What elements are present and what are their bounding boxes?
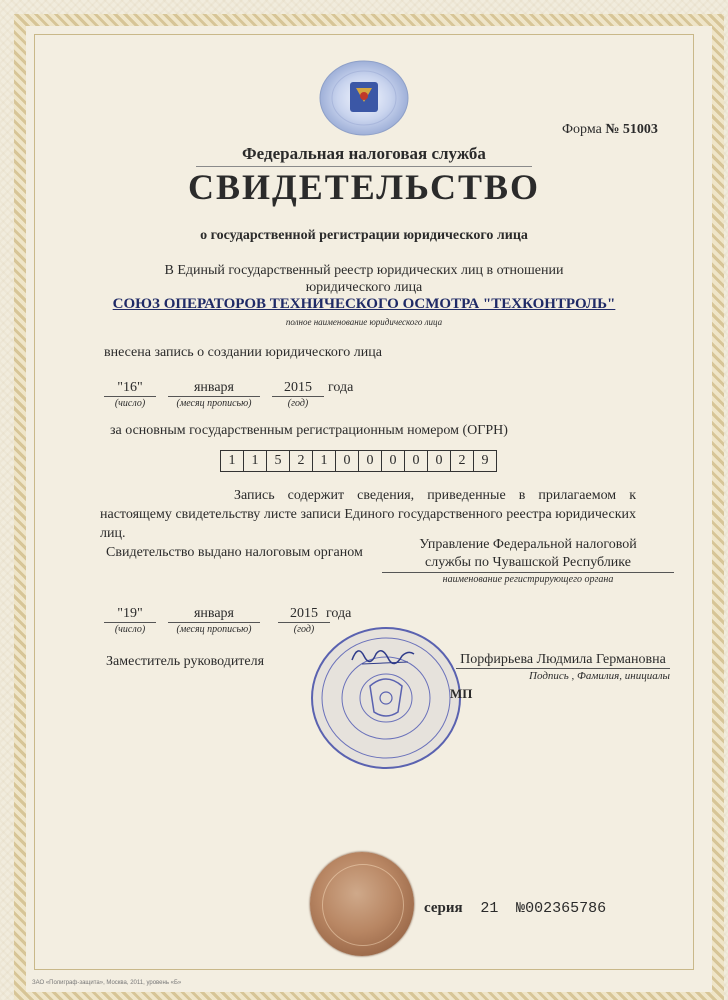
issued-label: Свидетельство выдано налоговым органом (106, 545, 363, 560)
entry-year: 2015 (272, 380, 324, 397)
entry-day: "16" (104, 380, 156, 397)
ogrn-digit: 1 (244, 451, 267, 471)
document-subtitle: о государственной регистрации юридического лица (200, 228, 528, 243)
issue-year-word: года (326, 606, 352, 621)
ogrn-digit: 0 (428, 451, 451, 471)
issue-month: января (168, 606, 260, 623)
ogrn-digit: 2 (451, 451, 474, 471)
form-number (562, 122, 658, 138)
ogrn-digit: 5 (267, 451, 290, 471)
hologram-emblem-icon (316, 58, 412, 138)
ogrn-digit: 2 (290, 451, 313, 471)
entry-year-word: года (328, 380, 354, 395)
entry-month-caption: (месяц прописью) (176, 398, 252, 409)
issue-month-caption: (месяц прописью) (176, 624, 252, 635)
agency-name: Федеральная налоговая служба (242, 144, 486, 163)
issuer-name (382, 536, 674, 573)
signer-caption: Подпись , Фамилия, инициалы (529, 670, 670, 682)
ogrn-digit: 0 (382, 451, 405, 471)
entry-year-caption: (год) (287, 398, 309, 409)
serial-label: серия (424, 900, 463, 916)
organization-name-caption: полное наименование юридического лица (285, 317, 443, 327)
issuer-caption: наименование регистрирующего органа (442, 574, 614, 585)
serial-number (424, 900, 606, 917)
organization-name: СОЮЗ ОПЕРАТОРОВ ТЕХНИЧЕСКОГО ОСМОТРА "ТЕХКОНТРОЛЬ" (112, 296, 616, 312)
record-paragraph: Запись содержит сведения, приведенные в прилагаемом к настоящему свидетельству листе записи Единого государственного реестра юридических лиц. (100, 488, 636, 541)
ogrn-digit: 9 (481, 453, 489, 468)
entry-text: внесена запись о создании юридического лица (104, 345, 382, 360)
intro-text (130, 262, 598, 296)
signer-title: Заместитель руководителя (106, 654, 265, 669)
issue-day-caption: (число) (114, 624, 146, 635)
form-code: № 51003 (605, 122, 658, 137)
ogrn-digit: 0 (405, 451, 428, 471)
form-label: Форма (562, 122, 602, 137)
signer-name: Порфирьева Людмила Германовна (456, 652, 670, 669)
ogrn-boxes (220, 450, 497, 472)
seal-place-mark: МП (450, 686, 473, 701)
issue-year-caption: (год) (293, 624, 315, 635)
serial-series: 21 (480, 900, 499, 917)
issue-day: "19" (104, 606, 156, 623)
serial-code: №002365786 (516, 900, 607, 917)
ogrn-digit: 1 (313, 451, 336, 471)
handwritten-signature-icon (348, 640, 418, 670)
ogrn-digit: 0 (336, 451, 359, 471)
issue-year: 2015 (278, 606, 330, 623)
ogrn-digit: 1 (221, 451, 244, 471)
issuer-line-2: службы по Чувашской Республике (382, 554, 674, 573)
issuer-line-1: Управление Федеральной налоговой (419, 537, 637, 552)
intro-line-2: юридического лица (305, 280, 423, 295)
gold-seal-icon (310, 852, 414, 956)
ogrn-digit: 0 (359, 451, 382, 471)
document-title: СВИДЕТЕЛЬСТВО (187, 167, 541, 207)
printer-footer: ЗАО «Полиграф-защита», Москва, 2011, уровень «Б» (32, 980, 182, 986)
gold-seal-ring (322, 864, 404, 946)
entry-month: января (168, 380, 260, 397)
entry-day-caption: (число) (114, 398, 146, 409)
ogrn-label: за основным государственным регистрационным номером (ОГРН) (110, 423, 508, 438)
intro-line-1: В Единый государственный реестр юридических лиц в отношении (164, 263, 564, 278)
